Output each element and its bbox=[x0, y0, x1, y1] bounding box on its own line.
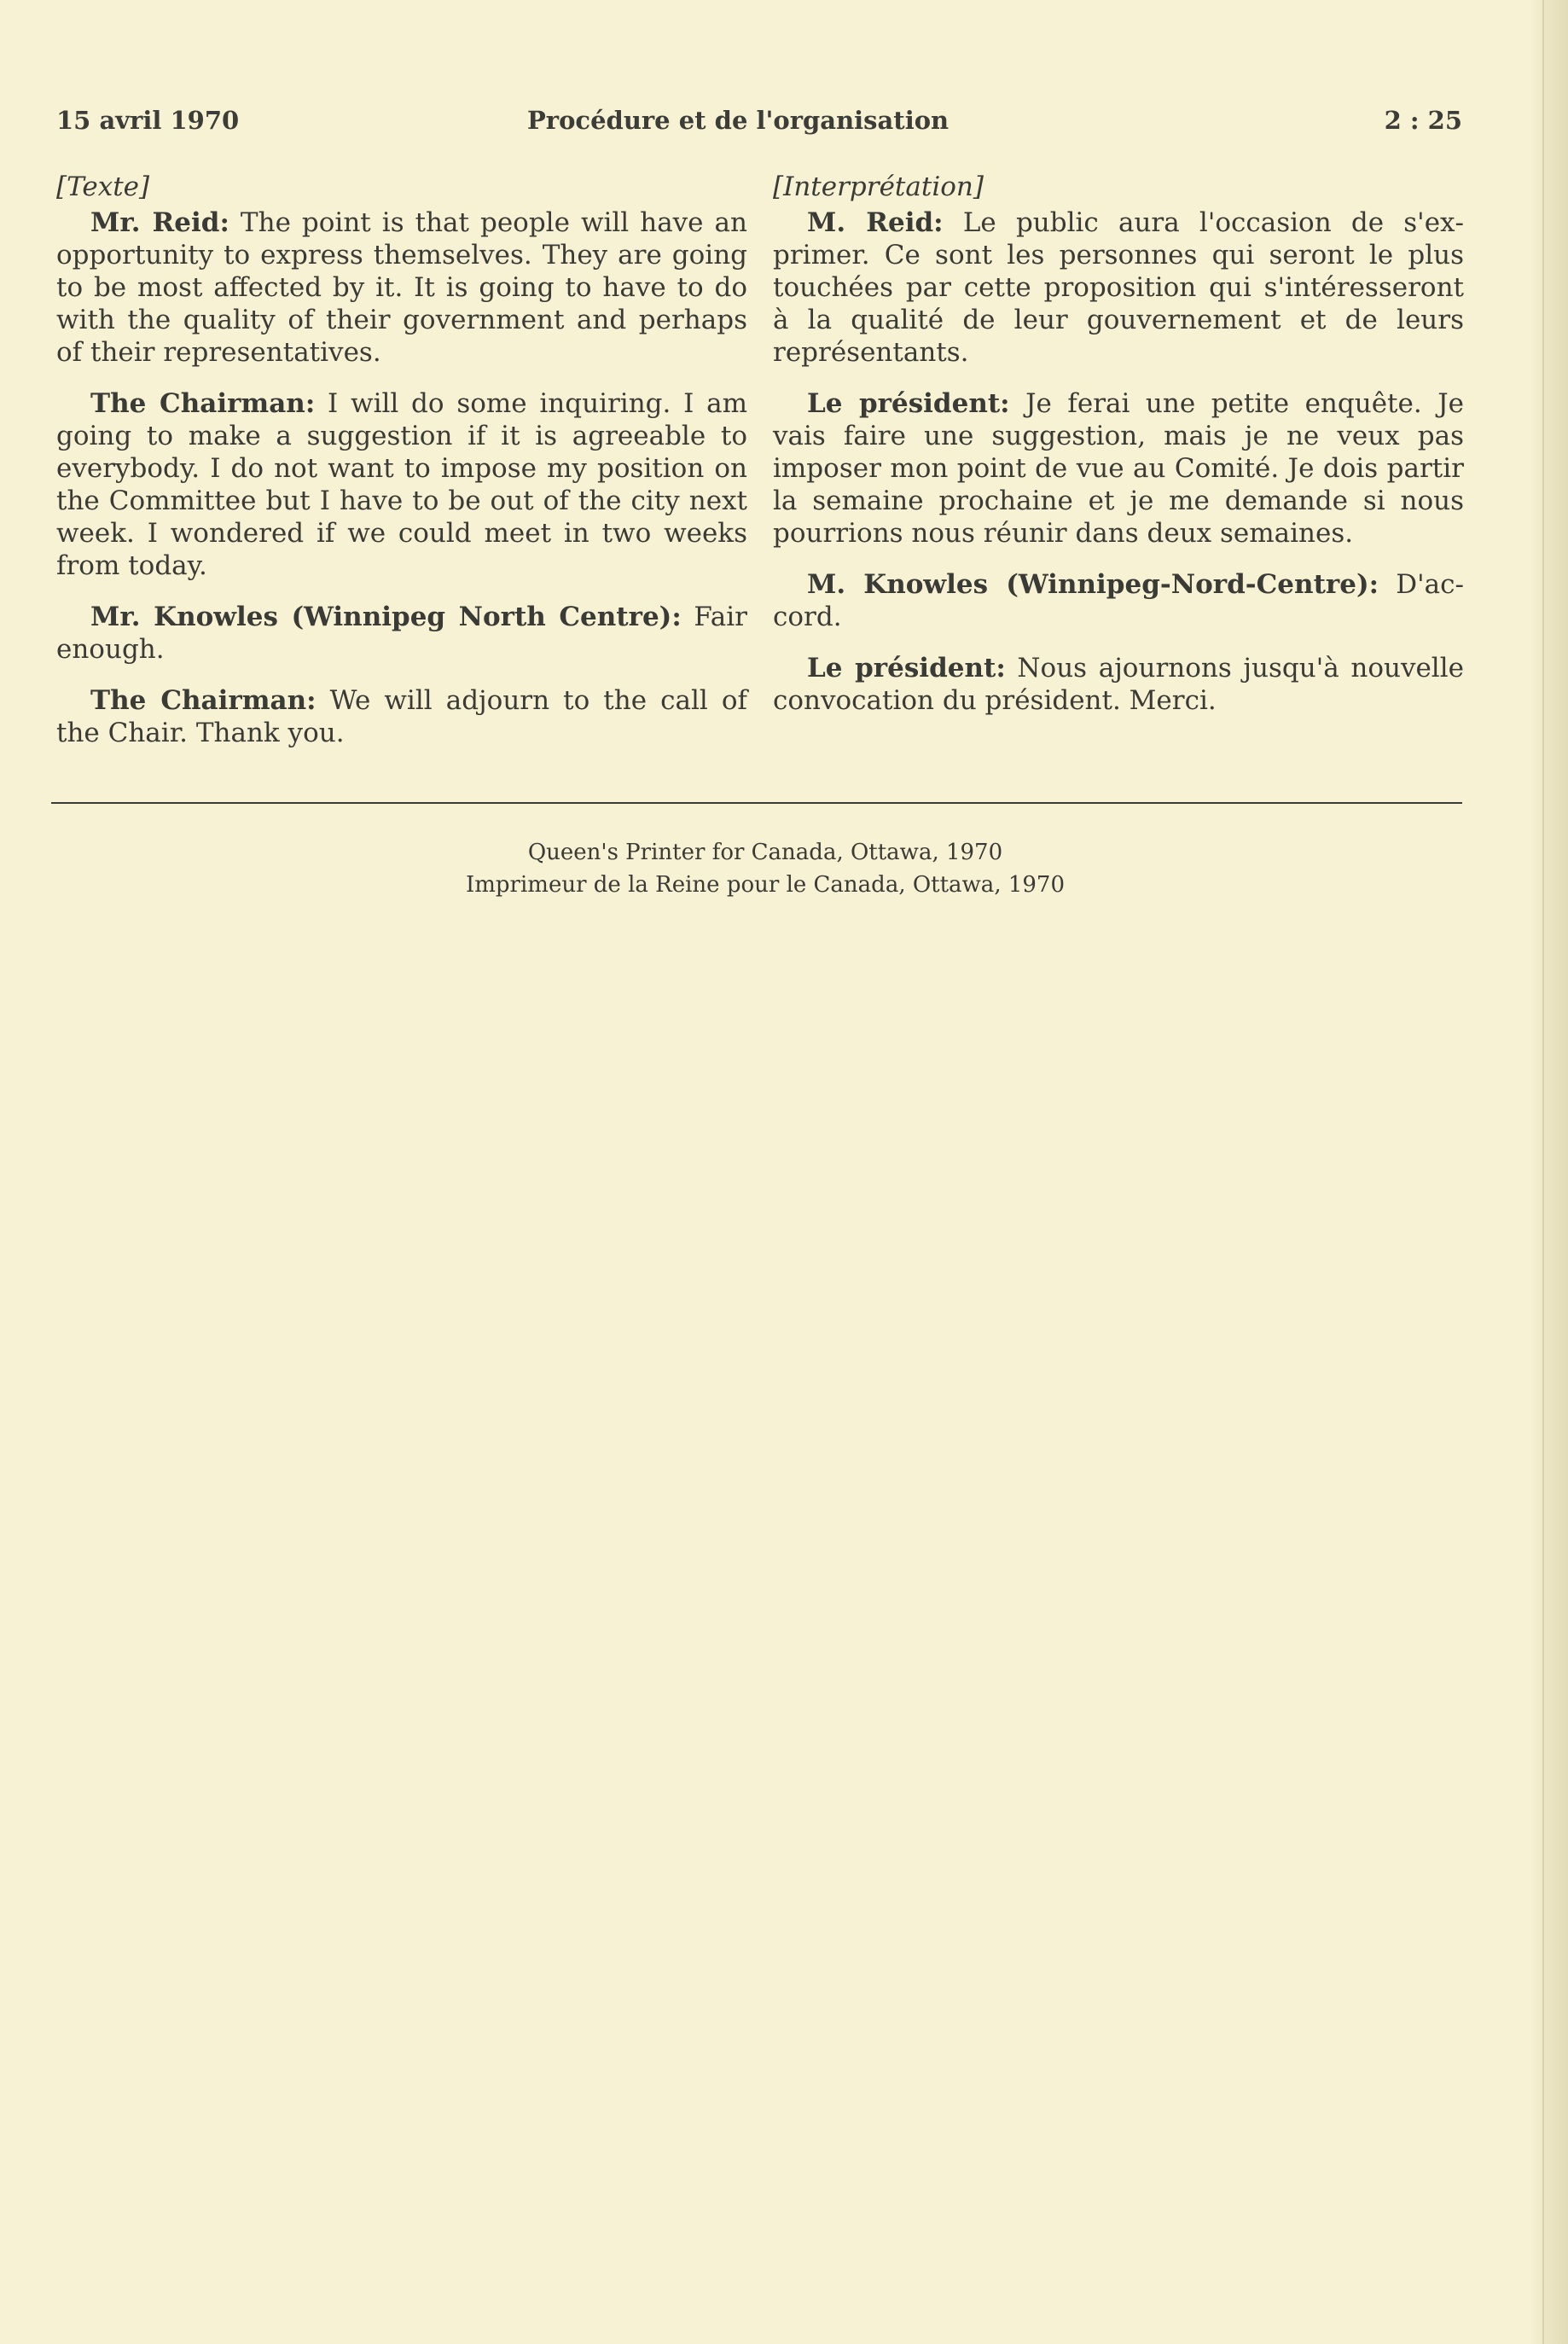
speech-text: D'accord. bbox=[773, 569, 1464, 632]
paragraph-chairman-en-1 bbox=[56, 387, 747, 582]
left-column-english bbox=[56, 171, 747, 768]
speech-text: Fair enough. bbox=[56, 602, 747, 665]
paragraph-knowles-fr bbox=[773, 568, 1464, 633]
paragraph-chairman-en-2 bbox=[56, 684, 747, 749]
speech-text: The point is that people will have an opportunity to express themselves. They are going to be most affected by it. It is going to have to do with the quality of their government and perhaps of their representatives. bbox=[56, 207, 747, 368]
paragraph-president-fr-1 bbox=[773, 387, 1464, 550]
imprint-english: Queen's Printer for Canada, Ottawa, 1970 bbox=[527, 840, 1003, 865]
speaker-name: Mr. Knowles (Winnipeg North Centre): bbox=[90, 602, 682, 632]
speaker-name: M. Reid: bbox=[807, 207, 944, 238]
speech-text: We will adjourn to the call of the Chair. Thank you. bbox=[56, 685, 747, 748]
right-column-french bbox=[773, 171, 1464, 736]
paragraph-president-fr-2 bbox=[773, 652, 1464, 717]
paragraph-reid-fr bbox=[773, 206, 1464, 369]
paragraph-knowles-en bbox=[56, 601, 747, 666]
running-head bbox=[56, 106, 1462, 148]
speaker-name: Le président: bbox=[807, 388, 1010, 419]
page-edge-shadow bbox=[1530, 0, 1568, 2344]
speaker-name: Mr. Reid: bbox=[90, 207, 229, 238]
speaker-name: Le président: bbox=[807, 653, 1006, 683]
divider-rule bbox=[51, 802, 1462, 804]
speaker-name: The Chairman: bbox=[90, 685, 317, 716]
speech-text: Le public aura l'occasion de s'exprimer. Ce sont les personnes qui seront le plus touchées par cette proposition qui s'intéresseront à la qualité de leur gouvernement et de leurs représentants. bbox=[773, 207, 1465, 368]
speech-text: I will do some inquiring. I am going to make a suggestion if it is agreeable to everybody. I do not want to impose my position on the Committee but I have to be out of the city next week. I wondered if we could meet in two weeks from today. bbox=[56, 388, 747, 581]
imprint-french: Imprimeur de la Reine pour le Canada, Ottawa, 1970 bbox=[465, 872, 1066, 898]
language-tag-french: [Interprétation] bbox=[773, 172, 984, 202]
speaker-name: M. Knowles (Winnipeg-Nord-Centre): bbox=[807, 569, 1379, 600]
language-tag-english: [Texte] bbox=[56, 172, 150, 202]
header-page-number: 2 : 25 bbox=[1384, 106, 1462, 135]
speech-text: Je ferai une petite enquête. Je vais faire une suggestion, mais je ne veux pas imposer mon point de vue au Comité. Je dois partir la semaine prochaine et je me demande si nous pourrions nous réunir dans deux semaines. bbox=[773, 388, 1464, 549]
speaker-name: The Chairman: bbox=[90, 388, 316, 419]
header-date: 15 avril 1970 bbox=[56, 106, 240, 135]
header-title: Procédure et de l'organisation bbox=[527, 106, 950, 135]
page-edge-line bbox=[1542, 0, 1544, 2344]
paragraph-reid-en bbox=[56, 206, 747, 369]
speech-text: Nous ajournons jusqu'à nouvelle convocation du président. Merci. bbox=[773, 653, 1464, 716]
